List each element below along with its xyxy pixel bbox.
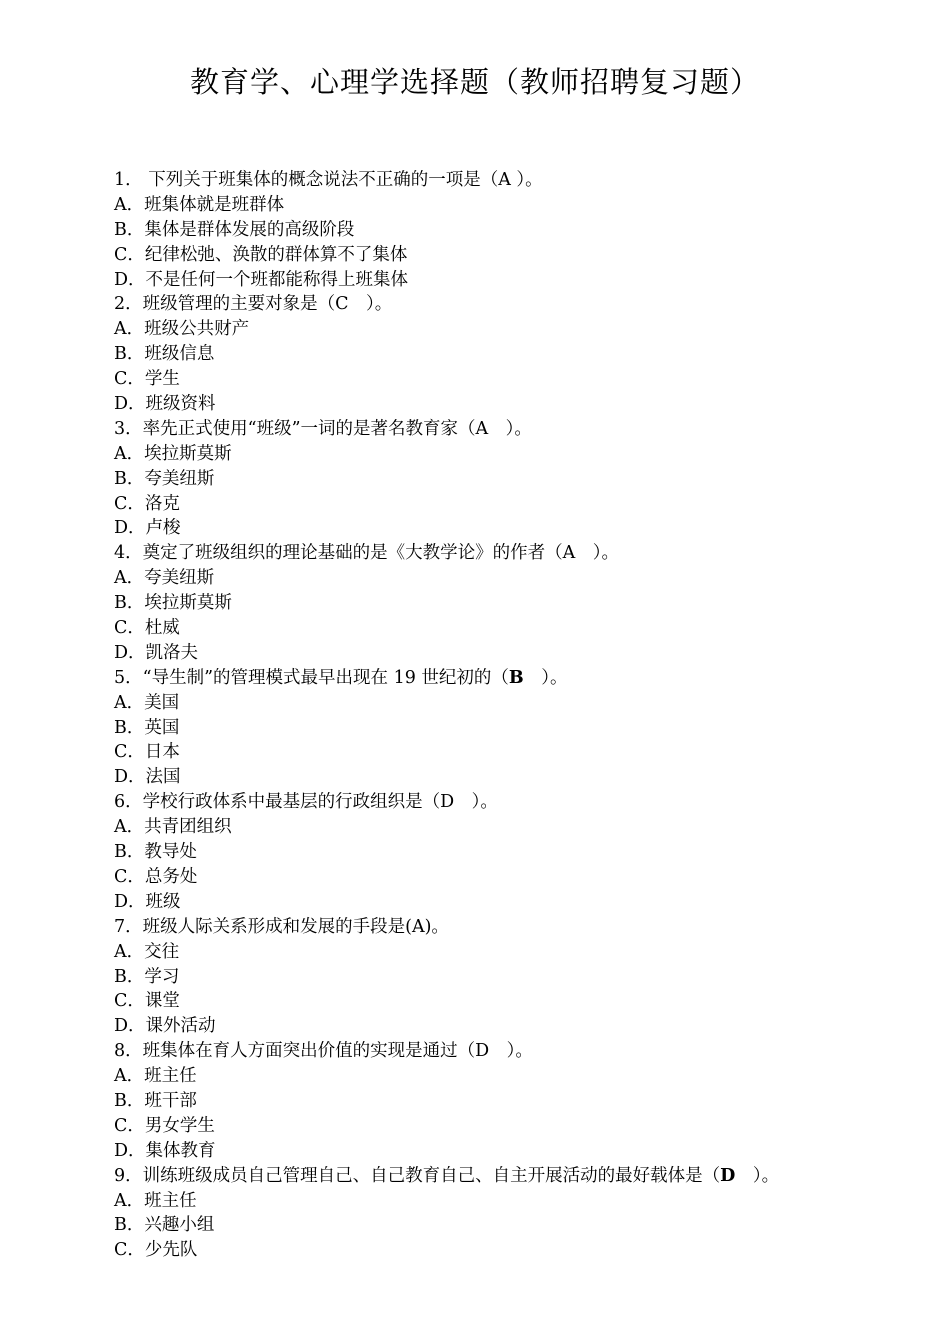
question-stem (114, 292, 934, 317)
answer-letter: A (411, 916, 425, 937)
question-text: 5．“导生制”的管理模式最早出现在 19 世纪初的（ (114, 667, 509, 688)
answer-option: A．班主任 (114, 1190, 197, 1211)
question-text-end: ）。 (523, 667, 568, 688)
answer-option: D．法国 (114, 767, 181, 788)
answer-option: B．兴趣小组 (114, 1215, 215, 1236)
question-text: 3．率先正式使用“班级”一词的是著名教育家（ (114, 418, 476, 439)
question-text-end: ）。 (348, 294, 393, 315)
answer-option: C．少先队 (114, 1240, 198, 1261)
answer-option: B．夸美纽斯 (114, 468, 215, 489)
answer-option: B．班级信息 (114, 344, 215, 365)
answer-letter: D (720, 1165, 736, 1186)
question-text: 7．班级人际关系形成和发展的手段是( (114, 916, 412, 937)
question-text-end: ）。 (575, 543, 620, 564)
answer-letter: D (475, 1041, 490, 1062)
question-text-end: )。 (424, 916, 449, 937)
question-text: 4．奠定了班级组织的理论基础的是《大教学论》的作者（ (114, 543, 563, 564)
answer-option: B．班干部 (114, 1090, 197, 1111)
answer-option: C．课堂 (114, 991, 180, 1012)
answer-option: C．学生 (114, 369, 180, 390)
answer-option: C．洛克 (114, 493, 180, 514)
answer-option: B．集体是群体发展的高级阶段 (114, 219, 355, 240)
answer-letter: D (440, 792, 455, 813)
answer-option: D．凯洛夫 (114, 642, 199, 663)
answer-option: C．男女学生 (114, 1115, 215, 1136)
answer-option: C．总务处 (114, 866, 198, 887)
answer-option: A．夸美纽斯 (114, 568, 215, 589)
answer-option: D．不是任何一个班都能称得上班集体 (114, 269, 409, 290)
question-stem (114, 1164, 934, 1189)
answer-option: D．卢梭 (114, 518, 181, 539)
question-text-end: ）。 (735, 1165, 780, 1186)
answer-option: A．埃拉斯莫斯 (114, 443, 232, 464)
answer-option: B．英国 (114, 717, 180, 738)
answer-letter: A (475, 418, 489, 439)
answer-letter: B (508, 667, 524, 688)
answer-option: C．日本 (114, 742, 180, 763)
answer-option: C．纪律松弛、涣散的群体算不了集体 (114, 244, 408, 265)
answer-option: B．教导处 (114, 842, 197, 863)
document-title: 教育学、心理学选择题（教师招聘复习题） (189, 65, 760, 99)
answer-option: C．杜威 (114, 618, 180, 639)
question-stem (114, 1039, 934, 1064)
answer-option: A．班级公共财产 (114, 319, 250, 340)
question-text: 6．学校行政体系中最基层的行政组织是（ (114, 792, 441, 813)
answer-option: D．课外活动 (114, 1016, 216, 1037)
answer-letter: A (498, 170, 511, 190)
answer-option: D．班级资料 (114, 394, 216, 415)
question-text: 1． 下列关于班集体的概念说法不正确的一项是（ (114, 170, 499, 190)
question-stem (114, 915, 934, 940)
answer-letter: C (335, 294, 349, 315)
answer-option: A．交往 (114, 941, 180, 962)
question-stem (114, 541, 934, 566)
question-stem (114, 666, 934, 691)
question-text: 8．班集体在育人方面突出价值的实现是通过（ (114, 1041, 476, 1062)
question-stem (114, 790, 934, 815)
question-text: 2．班级管理的主要对象是（ (114, 294, 336, 315)
question-text-end: ）。 (489, 1041, 533, 1062)
answer-option: A．班主任 (114, 1066, 197, 1087)
answer-option: A．班集体就是班群体 (114, 194, 285, 215)
answer-letter: A (562, 543, 576, 564)
question-text-end: ）。 (454, 792, 498, 813)
answer-option: A．共青团组织 (114, 817, 232, 838)
question-stem (114, 417, 934, 442)
answer-option: B．埃拉斯莫斯 (114, 593, 232, 614)
answer-option: D．班级 (114, 891, 181, 912)
question-text-end: ）。 (488, 418, 532, 439)
question-text: 9．训练班级成员自己管理自己、自己教育自己、自主开展活动的最好载体是（ (114, 1165, 721, 1186)
question-list (114, 168, 934, 1263)
answer-option: B．学习 (114, 966, 180, 987)
answer-option: D．集体教育 (114, 1140, 216, 1161)
question-text-end: ）。 (510, 170, 543, 190)
question-stem (114, 168, 934, 193)
answer-option: A．美国 (114, 692, 180, 713)
